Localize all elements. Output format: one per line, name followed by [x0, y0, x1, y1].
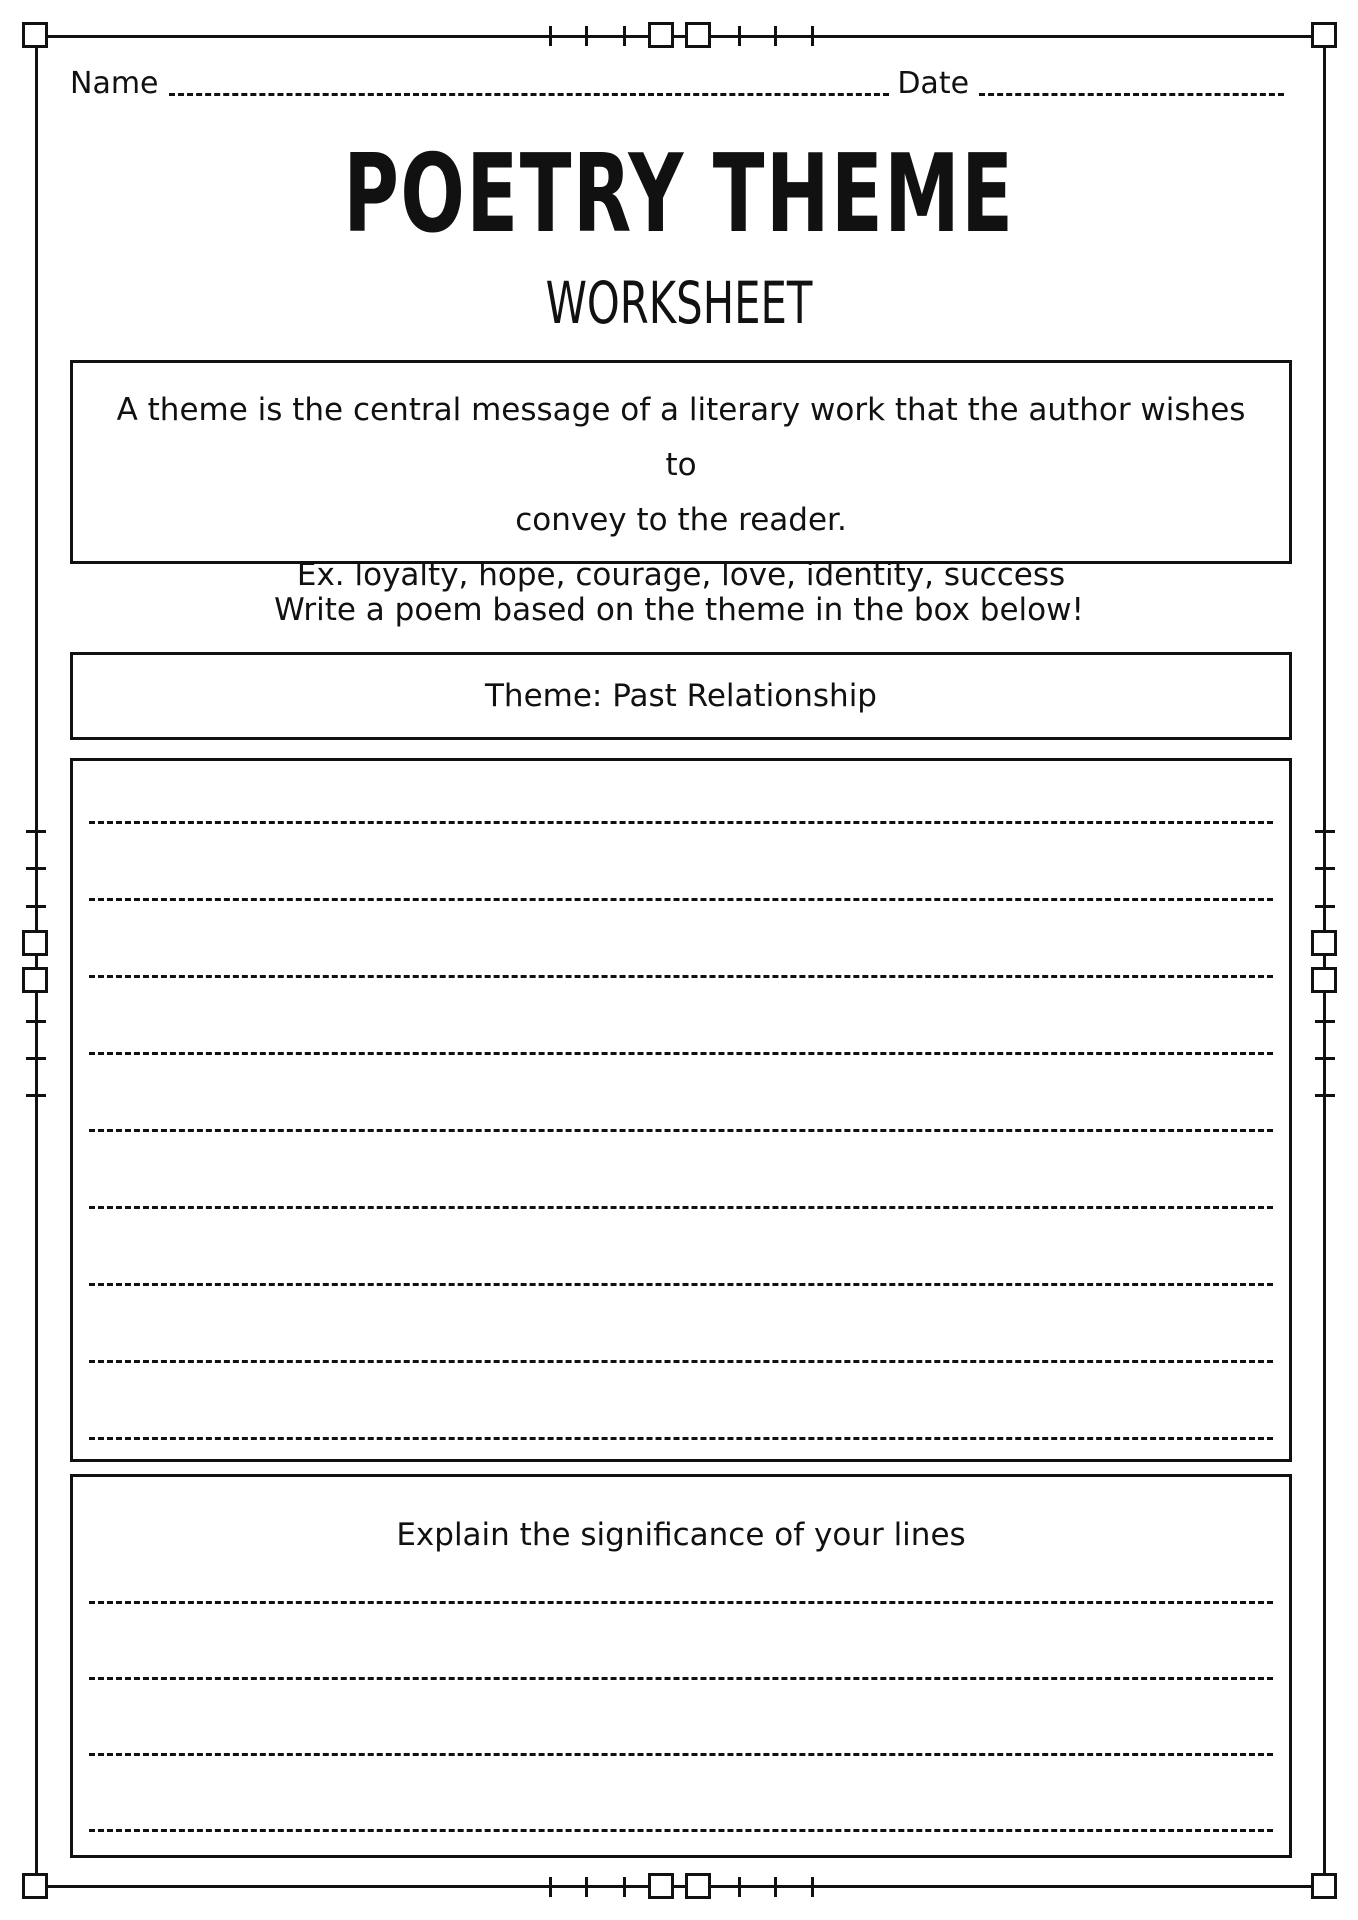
frame-ornament-square — [1311, 967, 1337, 993]
date-label: Date — [897, 66, 970, 101]
poem-write-line[interactable] — [89, 975, 1273, 978]
page-title: POETRY THEME — [343, 132, 1015, 257]
poem-write-line[interactable] — [89, 1360, 1273, 1363]
theme-box — [70, 652, 1292, 740]
frame-tick — [1315, 867, 1335, 870]
frame-tick — [811, 1877, 814, 1897]
frame-tick — [774, 1877, 777, 1897]
explanation-write-line[interactable] — [89, 1601, 1273, 1604]
frame-tick — [1315, 1094, 1335, 1097]
frame-ornament-square — [648, 1873, 674, 1899]
poem-write-line[interactable] — [89, 1437, 1273, 1440]
frame-tick — [1315, 1020, 1335, 1023]
frame-corner-top-left — [22, 22, 48, 48]
name-field[interactable] — [169, 93, 890, 96]
frame-bottom-line — [36, 1885, 1326, 1888]
frame-left-line — [35, 36, 38, 1886]
poem-write-line[interactable] — [89, 1052, 1273, 1055]
frame-top-line — [36, 35, 1326, 38]
theme-label: Theme: Past Relationship — [485, 678, 877, 714]
frame-ornament-square — [22, 967, 48, 993]
frame-tick — [585, 26, 588, 46]
frame-ornament-square — [1311, 930, 1337, 956]
poem-write-line[interactable] — [89, 898, 1273, 901]
frame-tick — [549, 1877, 552, 1897]
frame-tick — [585, 1877, 588, 1897]
poem-write-line[interactable] — [89, 1283, 1273, 1286]
frame-tick — [738, 1877, 741, 1897]
frame-tick — [26, 830, 46, 833]
frame-right-line — [1323, 36, 1326, 1886]
frame-tick — [26, 867, 46, 870]
explanation-prompt: Explain the significance of your lines — [396, 1517, 966, 1553]
poem-write-line[interactable] — [89, 1129, 1273, 1132]
frame-tick — [774, 26, 777, 46]
frame-tick — [623, 26, 626, 46]
frame-corner-bottom-right — [1311, 1873, 1337, 1899]
frame-corner-bottom-left — [22, 1873, 48, 1899]
definition-line-1: A theme is the central message of a literary work that the author wishes to — [116, 392, 1246, 483]
frame-tick — [623, 1877, 626, 1897]
explanation-area[interactable] — [70, 1474, 1292, 1858]
explanation-write-line[interactable] — [89, 1829, 1273, 1832]
frame-tick — [1315, 1057, 1335, 1060]
frame-tick — [811, 26, 814, 46]
frame-tick — [26, 1057, 46, 1060]
frame-ornament-square — [685, 1873, 711, 1899]
frame-ornament-square — [685, 22, 711, 48]
explanation-write-line[interactable] — [89, 1677, 1273, 1680]
frame-tick — [549, 26, 552, 46]
frame-tick — [1315, 830, 1335, 833]
date-field[interactable] — [979, 93, 1284, 96]
definition-box — [70, 360, 1292, 593]
definition-line-2: convey to the reader. — [515, 502, 847, 538]
frame-ornament-square — [648, 22, 674, 48]
frame-tick — [26, 1020, 46, 1023]
frame-tick — [26, 905, 46, 908]
name-date-row — [70, 62, 1292, 102]
poem-write-line[interactable] — [89, 1206, 1273, 1209]
instruction-text: Write a poem based on the theme in the box below! — [274, 592, 1084, 628]
poem-write-line[interactable] — [89, 821, 1273, 824]
page-subtitle: WORKSHEET — [545, 269, 813, 337]
frame-tick — [26, 1094, 46, 1097]
definition-examples: Ex. loyalty, hope, courage, love, identity, success — [296, 557, 1066, 593]
frame-ornament-square — [22, 930, 48, 956]
frame-tick — [738, 26, 741, 46]
explanation-write-line[interactable] — [89, 1753, 1273, 1756]
frame-corner-top-right — [1311, 22, 1337, 48]
poem-writing-area[interactable] — [70, 758, 1292, 1462]
name-label: Name — [70, 66, 159, 101]
frame-tick — [1315, 905, 1335, 908]
